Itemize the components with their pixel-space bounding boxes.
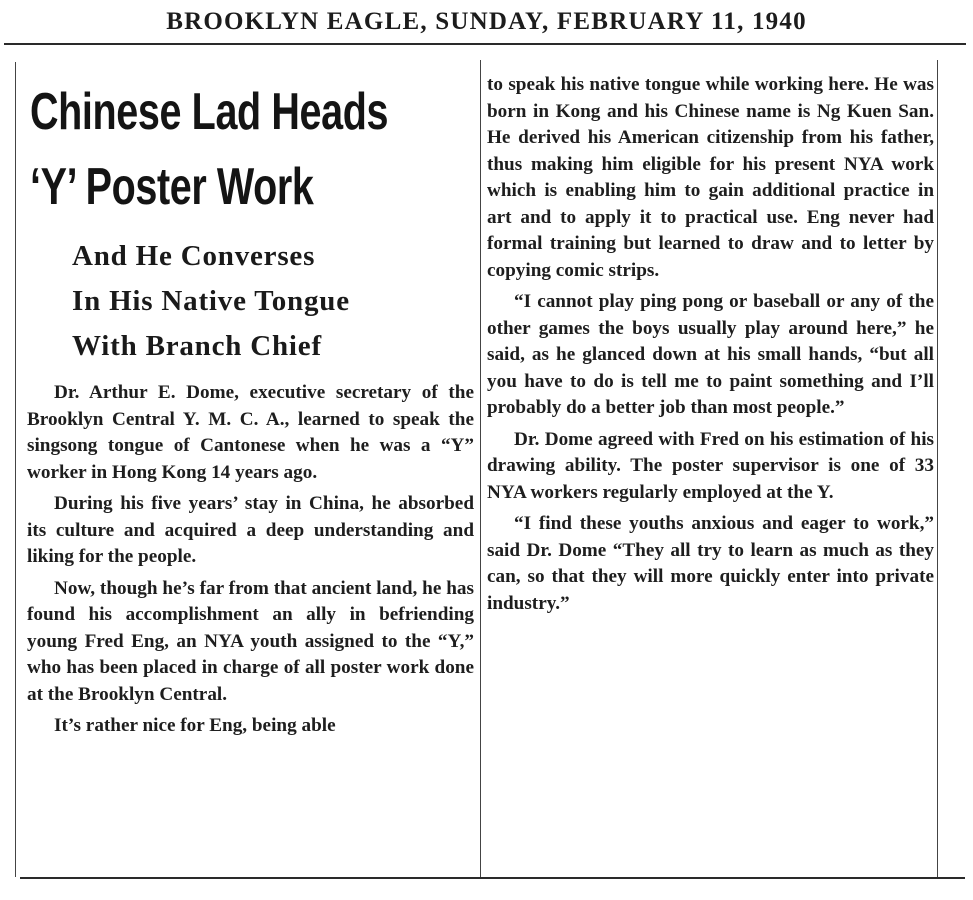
subhead-line-1: And He Converses: [72, 240, 316, 272]
bottom-rule: [20, 877, 965, 879]
top-rule: [4, 43, 966, 45]
article-paragraph: During his five years’ stay in China, he absorbed its culture and acquired a deep understanding and liking for the people.: [27, 493, 474, 567]
article-paragraph: It’s rather nice for Eng, being able: [54, 715, 336, 736]
subhead: [72, 234, 350, 369]
headline-line-1: Chinese Lad Heads: [30, 83, 389, 141]
article-paragraph: “I cannot play ping pong or baseball or any of the other games the boys usually play around here,” he said, as he glanced down at his small hands, “but all you have to do is tell me to paint something and I’ll probably do a better job than most people.”: [487, 291, 934, 418]
subhead-line-2: In His Native Tongue: [72, 285, 350, 317]
article-column-left: [27, 380, 474, 740]
article-column-right: [487, 72, 934, 617]
headline-line-2: ‘Y’ Poster Work: [30, 158, 314, 216]
article-paragraph-continued: to speak his native tongue while working here. He was born in Kong and his Chinese name is Ng Kuen San. He derived his American citizenship from his father, thus making him eligible for his present NYA work which is enabling him to gain additional practice in art and to apply it to practical use. Eng never had formal training but learned to draw and to letter by copying comic strips.: [487, 74, 934, 281]
article-paragraph: Now, though he’s far from that ancient land, he has found his accomplishment an ally in befriending young Fred Eng, an NYA youth assigned to the “Y,” who has been placed in charge of all poster work done at the Brooklyn Central.: [27, 577, 474, 705]
article-paragraph: “I find these youths anxious and eager to work,” said Dr. Dome “They all try to learn as much as they can, so that they will more quickly enter into private industry.”: [487, 513, 934, 614]
masthead: BROOKLYN EAGLE, SUNDAY, FEBRUARY 11, 1940: [166, 8, 807, 35]
article-paragraph: Dr. Arthur E. Dome, executive secretary of the Brooklyn Central Y. M. C. A., learned to speak the singsong tongue of Cantonese when he was a “Y” worker in Hong Kong 14 years ago.: [27, 382, 474, 483]
headline: [30, 75, 478, 225]
article-paragraph: Dr. Dome agreed with Fred on his estimation of his drawing ability. The poster supervisor is one of 33 NYA workers regularly employed at the Y.: [487, 428, 934, 503]
column-divider: [480, 60, 481, 877]
subhead-line-3: With Branch Chief: [72, 330, 322, 362]
left-column-rule: [15, 62, 16, 877]
right-column-rule: [937, 60, 938, 877]
